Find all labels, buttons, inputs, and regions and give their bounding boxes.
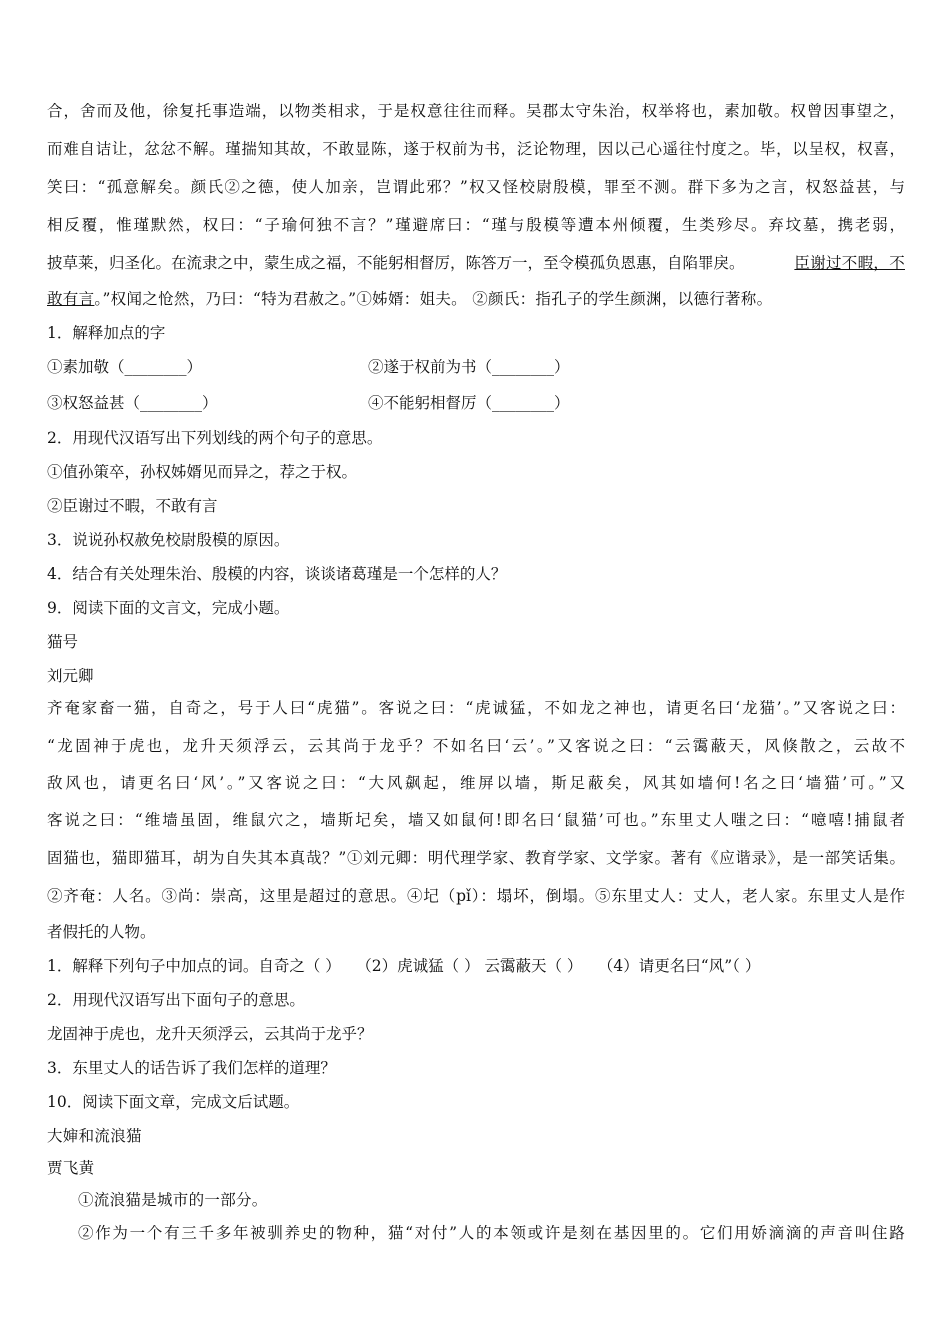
- question-2-sentence: ①值孙策卒，孙权姊婿见而异之，荐之于权。: [47, 463, 358, 481]
- passage-line: 者假托的人物。: [47, 923, 156, 941]
- underlined-sentence: 臣谢过不暇，不: [794, 254, 905, 272]
- passage-line: 笑曰：“孤意解矣。颜氏②之德，使人加亲，岂谓此邪？”权又怪校尉殷模，罪至不测。群下多为之言，权怒益甚，与: [47, 178, 905, 196]
- article-paragraph: ②作为一个有三千多年被驯养史的物种，猫“对付”人的本领或许是刻在基因里的。它们用娇滴滴的声音叫住路: [78, 1224, 905, 1242]
- passage-line: 而难自诘让，忿忿不解。瑾揣知其故，不敢显陈，遂于权前为书，泛论物理，因以己心遥往忖度之。毕，以呈权，权喜，: [47, 140, 905, 158]
- passage-line: 固猫也，猫即猫耳，胡为自失其本真哉？”①刘元卿：明代理学家、教育学家、文学家。著有《应谐录》，是一部笑话集。: [47, 849, 905, 867]
- question-1-item: ②遂于权前为书（________）: [368, 358, 570, 376]
- question-10-intro: 10．阅读下面文章，完成文后试题。: [47, 1093, 300, 1111]
- article-paragraph: ①流浪猫是城市的一部分。: [78, 1191, 268, 1209]
- passage-author: 刘元卿: [47, 667, 94, 685]
- passage-line: “龙固神于虎也，龙升天须浮云，云其尚于龙乎？不如名曰‘云’。”又客说之曰：“云霭蔽天，风倏散之，云故不: [47, 737, 905, 755]
- question-9-sub1: 1．解释下列句子中加点的词。自奇之（ ） （2）虎诚猛（ ） 云霭蔽天（ ） （4）请更名曰“风”（ ）: [47, 957, 761, 975]
- passage-line-text: 。”权闻之怆然，乃曰：“特为君赦之。”①姊婿：姐夫。 ②颜氏：指孔子的学生颜渊，以德行著称。: [94, 290, 773, 308]
- question-1-item: ①素加敬（________）: [47, 358, 203, 376]
- passage-line: 齐奄家畜一猫，自奇之，号于人曰“虎猫”。客说之曰：“虎诚猛，不如龙之神也，请更名曰‘龙猫’。”又客说之曰：: [47, 699, 905, 717]
- passage-line: [47, 253, 905, 273]
- question-9-intro: 9．阅读下面的文言文，完成小题。: [47, 599, 290, 617]
- passage-line-text: 披草莱，归圣化。在流隶之中，蒙生成之福，不能躬相督厉，陈答万一，至令模孤负恩惠，自陷罪戾。: [47, 254, 745, 272]
- underlined-sentence: 敢有言: [47, 290, 95, 308]
- article-author: 贾飞黄: [47, 1159, 95, 1177]
- passage-line: ②齐奄：人名。③尚：崇高，这里是超过的意思。④圮（pǐ）：塌坏，倒塌。⑤东里丈人：丈人，老人家。东里丈人是作: [47, 887, 905, 905]
- passage-line: 相反覆，惟瑾默然，权曰：“子瑜何独不言？”瑾避席曰：“瑾与殷模等遭本州倾覆，生类殄尽。弃坟墓，携老弱，: [47, 216, 905, 234]
- article-title: 大婶和流浪猫: [47, 1127, 142, 1145]
- question-1-item: ③权怒益甚（________）: [47, 394, 218, 412]
- question-9-sub2: 2．用现代汉语写出下面句子的意思。: [47, 991, 305, 1009]
- passage-line: 敌风也，请更名曰‘风’。”又客说之曰：“大风飙起，维屏以墙，斯足蔽矣，风其如墙何!名之曰‘墙猫’可。”又: [47, 774, 905, 792]
- question-1-title: 1．解释加点的字: [47, 324, 166, 342]
- question-2-title: 2．用现代汉语写出下列划线的两个句子的意思。: [47, 429, 383, 447]
- question-9-sentence: 龙固神于虎也，龙升天须浮云，云其尚于龙乎？: [47, 1025, 373, 1043]
- passage-title: 猫号: [47, 633, 79, 651]
- question-9-sub3: 3．东里丈人的话告诉了我们怎样的道理？: [47, 1059, 336, 1077]
- passage-line: 合，舍而及他，徐复托事造端，以物类相求，于是权意往往而释。吴郡太守朱治，权举将也，素加敬。权曾因事望之，: [47, 102, 905, 120]
- question-2-sentence: ②臣谢过不暇，不敢有言: [47, 497, 218, 515]
- passage-line: [47, 289, 905, 309]
- question-3: 3．说说孙权赦免校尉殷模的原因。: [47, 531, 290, 549]
- question-1-item: ④不能躬相督厉（________）: [368, 394, 570, 412]
- question-4: 4．结合有关处理朱治、殷模的内容，谈谈诸葛瑾是一个怎样的人？: [47, 565, 507, 583]
- passage-line: 客说之曰：“维墙虽固，维鼠穴之，墙斯圮矣，墙又如鼠何!即名曰‘鼠猫’可也。”东里丈人嗤之曰：“噫嘻!捕鼠者: [47, 811, 905, 829]
